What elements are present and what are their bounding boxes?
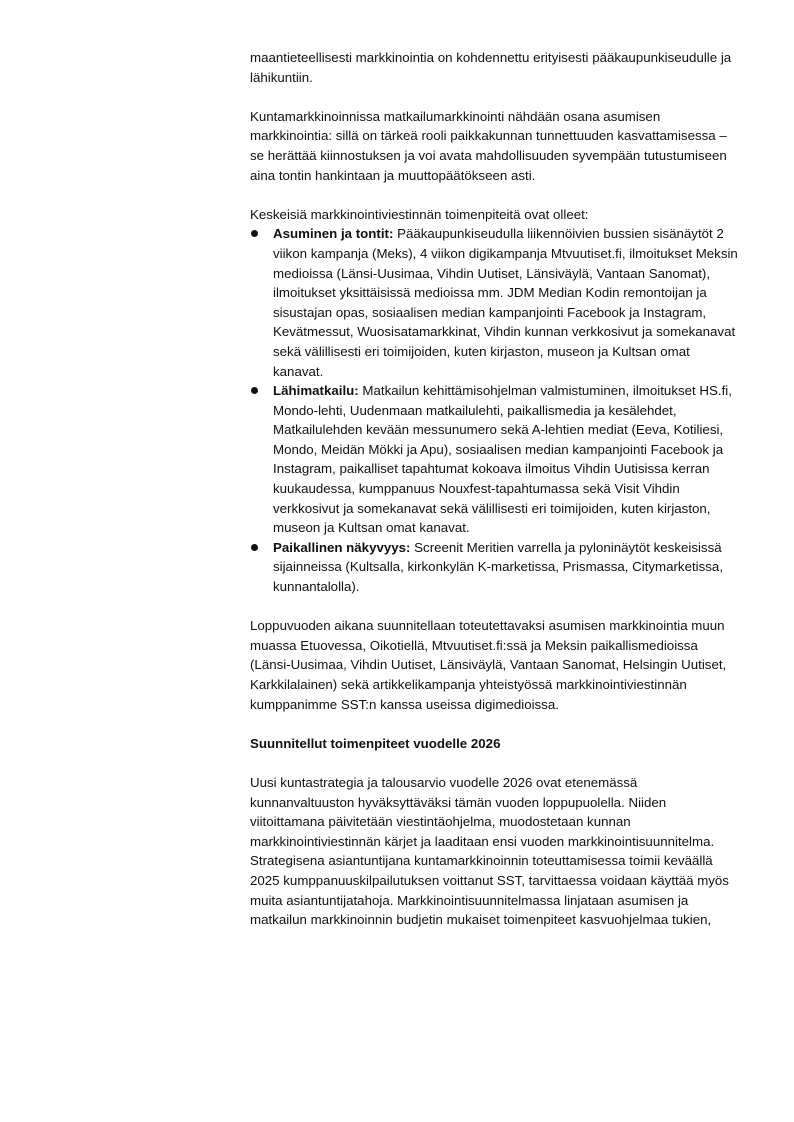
paragraph-tourism-marketing: Kuntamarkkinoinnissa matkailumarkkinointi nähdään osana asumisen markkinointia: sillä on tärkeä rooli paikkakunnan tunnettuuden kasvattamisessa – se herättää kiinnostuksen ja voi avata mahdollisuuden syvempään tutustumiseen aina tontin hankintaan ja muuttopäätökseen asti. bbox=[250, 108, 727, 183]
list-item-lead: Asuminen ja tontit: bbox=[273, 226, 394, 242]
paragraph-end-of-year-plans: Loppuvuoden aikana suunnitellaan toteutettavaksi asumisen markkinointia muun muassa Etuovessa, Oikotiellä, Mtvuutiset.fi:ssä ja Meksin paikallismedioissa (Länsi-Uusimaa, Vihdin Uutiset, Länsiväylä, Vantaan Sanomat, Helsingin Uutiset, Karkkilalainen) sekä artikkelikampanja yhteistyössä markkinointiviestinnän kumppanimme SST:n kanssa useissa digimedioissa. bbox=[250, 618, 727, 712]
paragraph-intro-continuation: maantieteellisesti markkinointia on kohdennettu erityisesti pääkaupunkiseudulle ja lähikuntiin. bbox=[250, 50, 732, 85]
section-heading: Suunnitellut toimenpiteet vuodelle 2026 bbox=[250, 735, 501, 751]
list-item-text: Pääkaupunkiseudulla liikennöivien bussien sisänäytöt 2 viikon kampanja (Meks), 4 viikon digikampanja Mtvuutiset.fi, ilmoitukset Meksin medioissa (Länsi-Uusimaa, Vihdin Uutiset, Länsiväylä, Vantaan Sanomat), ilmoitukset yksittäisissä medioissa mm. JDM Median Kodin remontoijan ja sisustajan opas, sosiaalisen median kampanjointi Facebook ja Instagram, Kevätmessut, Wuosisatamarkkinat, Vihdin kunnan verkkosivut ja somekanavat sekä välillisesti eri toimijoiden, kuten kirjaston, museon ja Kultsan omat kanavat. bbox=[273, 226, 738, 379]
bullet-icon bbox=[251, 230, 258, 237]
list-item-lead: Paikallinen näkyvyys: bbox=[273, 539, 411, 555]
list-item-lead: Lähimatkailu: bbox=[273, 383, 359, 399]
list-item-local-tourism bbox=[250, 381, 740, 538]
document-page bbox=[250, 48, 740, 930]
key-actions-list bbox=[250, 224, 740, 596]
list-item-local-visibility bbox=[250, 538, 740, 597]
bullet-icon bbox=[251, 387, 258, 394]
list-item-housing bbox=[250, 224, 740, 381]
list-item-text: Screenit Meritien varrella ja pyloninäytöt keskeisissä sijainneissa (Kultsalla, kirkonkylän K-marketissa, Prismassa, Citymarketissa, kunnantalolla). bbox=[273, 539, 724, 595]
paragraph-2026-plans: Uusi kuntastrategia ja talousarvio vuodelle 2026 ovat etenemässä kunnanvaltuuston hyväksyttäväksi tämän vuoden loppupuolella. Niiden viitoittamana päivitetään viestintäohjelma, muodostetaan kunnan markkinointiviestinnän kärjet ja laaditaan ensi vuoden markkinointisuunnitelma. Strategisena asiantuntijana kuntamarkkinoinnin toteuttamisessa toimii keväällä 2025 kumppanuuskilpailutuksen voittanut SST, tarvittaessa voidaan käyttää myös muita asiantuntijatahoja. Markkinointisuunnitelmassa linjataan asumisen ja matkailun markkinoinnin budjetin mukaiset toimenpiteet kasvuohjelmaa tukien, bbox=[250, 774, 729, 928]
paragraph-key-actions-intro: Keskeisiä markkinointiviestinnän toimenpiteitä ovat olleet: bbox=[250, 206, 589, 222]
list-item-text: Matkailun kehittämisohjelman valmistuminen, ilmoitukset HS.fi, Mondo-lehti, Uudenmaan matkailulehti, paikallismedia ja kesälehdet, Matkailulehden kevään messunumero sekä A-lehtien mediat (Eeva, Kotiliesi, Mondo, Meidän Mökki ja Apu), sosiaalisen median kampanjointi Facebook ja Instagram, paikalliset tapahtumat kokoava ilmoitus Vihdin Uutisissa kerran kuukaudessa, kumppanuus Nouxfest-tapahtumassa sekä Visit Vihdin verkkosivut ja somekanavat sekä välillisesti eri toimijoiden, kuten kirjaston, museon ja Kultsan omat kanavat. bbox=[273, 383, 732, 536]
bullet-icon bbox=[251, 544, 258, 551]
